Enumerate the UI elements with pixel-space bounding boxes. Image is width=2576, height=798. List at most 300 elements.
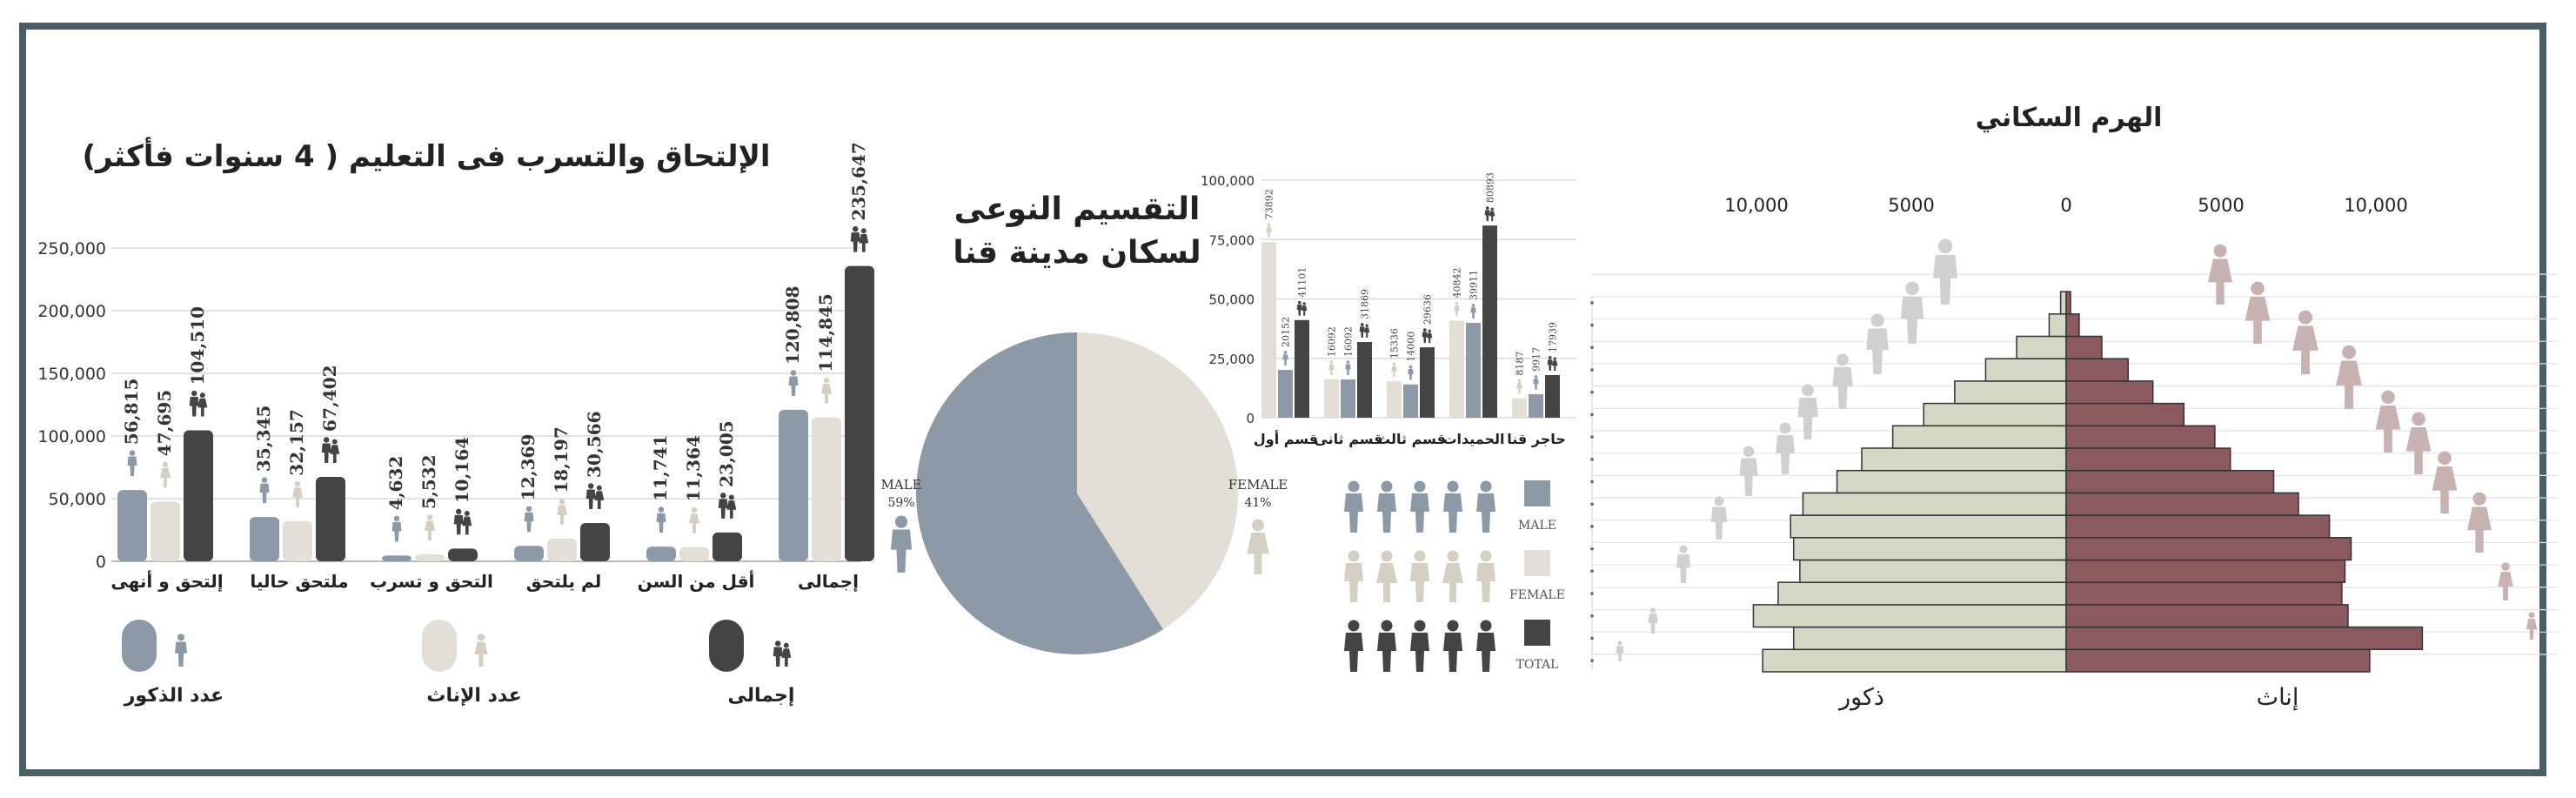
district-y-tick: 25,000 (1208, 351, 1255, 367)
legend-person-icon (1344, 620, 1363, 673)
pie-female-label: FEMALE (1228, 477, 1288, 493)
district-legend-swatch (1524, 620, 1550, 646)
pyramid-age-tick (1590, 570, 1594, 573)
district-bar-icon (1391, 362, 1397, 377)
pie-male-icon-head (895, 516, 907, 528)
legend-person-icon-body (1476, 633, 1495, 672)
legend-person-icon (1377, 481, 1396, 533)
legend-person-icon (1443, 620, 1462, 673)
male-life-stage-icon-head (1870, 314, 1883, 327)
male-life-stage-icon (1832, 354, 1852, 409)
pyramid-bar-female (2066, 515, 2330, 538)
pyramid-age-tick (1590, 458, 1594, 461)
district-bar-icon (1345, 360, 1350, 375)
male-life-stage-icon-body (1616, 646, 1624, 661)
enrollment-legend (122, 620, 794, 707)
male-life-stage-icon (1676, 545, 1690, 583)
y-tick-label: 250,000 (37, 239, 106, 258)
bar-total-icon-a-head (324, 437, 330, 443)
male-life-stage-icon-body (1776, 435, 1795, 474)
district-bar-female (1387, 381, 1402, 418)
legend-person-icon (1476, 481, 1495, 533)
pyramid-x-tick: 0 (2060, 195, 2072, 216)
bar-total-icon-b-head (597, 486, 602, 491)
bar-female-icon-head (163, 462, 169, 468)
pyramid-age-tick (1590, 637, 1594, 640)
population-pyramid (1590, 103, 2558, 711)
bar-total-icon-a-body (719, 499, 728, 519)
district-bar-icon-body (1328, 364, 1335, 375)
pie-male-pct: 59% (887, 496, 915, 510)
pyramid-age-tick (1590, 614, 1594, 618)
legend-person-icon-body (1443, 633, 1462, 672)
legend-label: عدد الذكور (124, 685, 224, 707)
pie-title-line: لسكان مدينة قنا (953, 235, 1201, 271)
district-value-label: 39911 (1468, 270, 1480, 301)
legend-icon-b-head (784, 643, 789, 648)
district-bar-icon (1533, 375, 1538, 390)
district-total-icon-b-body (1301, 305, 1307, 316)
legend-person-icon-body (1377, 633, 1396, 672)
legend-label: إجمالى (727, 685, 795, 707)
district-total-icon-b-body (1427, 332, 1432, 343)
x-category-label: إجمالى (798, 571, 859, 592)
district-total-icon-b (1489, 208, 1495, 222)
legend-person-icon (1410, 551, 1429, 603)
bar-male-icon-body (657, 513, 666, 533)
female-life-stage-icon-head (2438, 452, 2452, 466)
bar-value-label: 11,741 (650, 434, 671, 502)
district-bar-male (1403, 385, 1418, 418)
bar-female-icon-head (824, 378, 830, 384)
bar-female-icon-body (557, 505, 567, 525)
district-bar-total (1420, 347, 1435, 418)
district-bar-female (1261, 242, 1276, 418)
district-bar-icon (1266, 223, 1272, 238)
bar-female-icon-body (292, 487, 303, 507)
pyramid-age-tick (1590, 525, 1594, 528)
district-y-tick: 75,000 (1208, 232, 1255, 249)
male-life-stage-icon-body (1901, 297, 1924, 344)
bar-total-icon-b-head (332, 439, 338, 445)
legend-person-icon-head (1448, 481, 1459, 493)
bar-total-icon-a-body (322, 443, 331, 463)
bar-total-icon-a (586, 483, 596, 509)
female-life-stage-icon-head (2529, 612, 2535, 618)
legend-icon-b (781, 643, 791, 667)
legend-person-icon (1476, 551, 1495, 603)
district-total-icon-a-body (1360, 326, 1365, 338)
district-category-label: حاجر قنا (1507, 431, 1566, 447)
bar-male (117, 490, 147, 561)
legend-person-icon (1410, 481, 1429, 533)
pyramid-bar-male (1794, 538, 2066, 560)
legend-person-icon-head (1382, 481, 1393, 493)
district-total-icon-b-head (1366, 324, 1368, 326)
female-life-stage-icon (2467, 493, 2492, 553)
legend-person-icon-body (1410, 633, 1429, 672)
district-bar-male (1466, 323, 1481, 418)
pyramid-x-tick: 10,000 (1724, 195, 1789, 216)
male-life-stage-icon (1711, 496, 1727, 540)
bar-male-icon-head (394, 516, 400, 522)
bar-value-label: 67,402 (319, 365, 340, 432)
district-total-icon-b (1301, 302, 1307, 316)
district-bar-total (1357, 342, 1372, 418)
district-total-icon-a-head (1423, 328, 1427, 332)
district-total-icon-a-head (1549, 356, 1552, 359)
legend-person-icon-head (1415, 620, 1426, 632)
bar-total-icon-b-body (330, 445, 339, 463)
bar-value-label: 35,345 (253, 405, 274, 473)
legend-person-icon-head (1481, 551, 1492, 562)
male-life-stage-icon (1616, 640, 1624, 661)
male-life-stage-icon-head (1905, 282, 1919, 296)
bar-male-icon-head (130, 450, 136, 456)
enrollment-chart (37, 137, 874, 707)
pyramid-bar-female (2066, 314, 2079, 337)
bar-value-label: 23,005 (716, 420, 737, 487)
district-bar-total (1482, 225, 1497, 418)
bar-male-icon (128, 450, 137, 476)
district-category-label: قسم ثانى (1314, 431, 1383, 447)
district-bar-icon-body (1454, 305, 1460, 317)
district-total-icon-a-head (1361, 323, 1364, 326)
district-bar-icon-head (1535, 375, 1538, 379)
legend-person-icon-body (1410, 493, 1429, 533)
bar-male-icon-body (128, 457, 137, 477)
district-value-label: 40842 (1451, 267, 1463, 298)
female-life-stage-icon-body (2292, 326, 2318, 375)
district-legend-label: FEMALE (1509, 588, 1565, 602)
pyramid-bar-male (1800, 560, 2066, 583)
female-life-stage-icon (2245, 282, 2271, 344)
x-category-label: لم يلتحق (525, 571, 602, 592)
pyramid-bar-female (2066, 426, 2215, 448)
female-life-stage-icon-head (2472, 493, 2486, 506)
bar-total (316, 477, 345, 561)
district-total-icon-a-body (1485, 210, 1490, 221)
legend-person-icon-body (1443, 493, 1462, 533)
bar-total-icon-a-body (851, 232, 860, 252)
bar-value-label: 120,808 (782, 285, 803, 365)
pyramid-female-label: إناث (2256, 684, 2299, 711)
bar-male-icon-body (260, 484, 270, 504)
pyramid-age-tick (1590, 480, 1594, 484)
legend-icon-a (773, 640, 783, 667)
male-life-stage-icon-body (1866, 329, 1889, 375)
bar-total-icon-a (190, 391, 199, 417)
pyramid-bar-female (2066, 381, 2153, 404)
female-life-stage-icon (2526, 612, 2538, 640)
legend-person-icon-head (1415, 481, 1426, 493)
pyramid-bar-male (1753, 605, 2066, 627)
pyramid-bar-male (1794, 627, 2066, 650)
pyramid-x-tick: 5000 (1888, 195, 1935, 216)
legend-person-icon-head (1481, 481, 1492, 493)
bar-female-icon (821, 378, 832, 404)
pyramid-bar-female (2066, 493, 2298, 515)
bar-total-icon-b-body (859, 234, 868, 252)
bar-female-icon (425, 514, 435, 540)
district-total-icon-b (1427, 330, 1432, 344)
pyramid-age-tick (1590, 368, 1594, 372)
legend-person-icon-head (1348, 481, 1360, 493)
district-bar-icon (1328, 360, 1335, 375)
district-total-icon-b-head (1303, 302, 1306, 305)
bar-male (779, 410, 808, 561)
female-life-stage-icon-head (2213, 245, 2226, 258)
legend-person-icon-head (1448, 551, 1459, 562)
bar-value-label: 4,632 (385, 455, 406, 511)
bar-male (382, 555, 411, 561)
district-total-icon-a (1422, 328, 1428, 343)
pyramid-bar-female (2066, 627, 2422, 650)
district-bar-female (1449, 321, 1464, 418)
district-legend-label: MALE (1518, 519, 1556, 533)
bar-total-icon-a (454, 509, 464, 535)
pyramid-bar-female (2066, 560, 2345, 583)
district-value-label: 8187 (1514, 351, 1526, 376)
bar-male (514, 546, 544, 561)
district-value-label: 16092 (1342, 326, 1355, 358)
legend-icon-head (177, 634, 184, 640)
pie-male-icon (891, 516, 912, 573)
female-life-stage-icon (2498, 562, 2513, 600)
district-bar-icon-body (1408, 369, 1413, 380)
bar-female (415, 554, 445, 561)
district-total-icon-b-body (1364, 327, 1369, 338)
pie-female-icon (1247, 520, 1269, 574)
x-category-label: أقل من السن (637, 571, 755, 592)
pyramid-bar-female (2066, 605, 2348, 627)
bar-value-label: 12,369 (518, 433, 539, 501)
bar-male-icon-body (789, 377, 799, 397)
pyramid-bar-male (1763, 649, 2066, 672)
bar-total (184, 431, 213, 561)
pyramid-age-tick (1590, 413, 1594, 417)
male-life-stage-icon (1649, 607, 1658, 634)
bar-total (713, 533, 742, 561)
district-bar-icon (1408, 365, 1413, 380)
bar-value-label: 32,157 (286, 409, 307, 476)
pyramid-bar-male (2049, 314, 2066, 337)
pie-female-icon-body (1247, 533, 1269, 574)
female-life-stage-icon-body (2432, 466, 2458, 513)
bar-total-icon-b-head (465, 511, 470, 516)
district-bar-icon-head (1409, 365, 1413, 369)
bar-value-label: 47,695 (154, 389, 175, 457)
district-total-icon-a (1297, 301, 1302, 316)
district-bar-icon-body (1391, 365, 1397, 377)
bar-value-label: 10,164 (452, 436, 472, 504)
legend-icon (474, 634, 487, 667)
male-life-stage-icon (1866, 314, 1889, 374)
bar-female-icon-head (295, 481, 301, 487)
pie-female-pct: 41% (1244, 496, 1272, 510)
bar-male-icon-head (659, 506, 665, 513)
x-category-label: التحق و تسرب (370, 571, 493, 592)
male-life-stage-icon-head (1837, 354, 1849, 366)
legend-person-icon (1344, 481, 1363, 533)
female-life-stage-icon-body (2526, 619, 2538, 640)
district-bar-icon-head (1347, 360, 1350, 364)
y-tick-label: 150,000 (37, 365, 106, 384)
district-total-icon-b (1552, 358, 1557, 372)
district-bar-icon-head (1284, 351, 1288, 354)
female-life-stage-icon-head (2298, 311, 2312, 325)
legend-person-icon-head (1348, 551, 1360, 562)
female-life-stage-icon-body (2208, 259, 2232, 305)
district-category-label: قسم أول (1253, 431, 1319, 447)
female-life-stage-icon-head (2501, 562, 2510, 571)
bar-female-icon (160, 462, 171, 488)
legend-label: عدد الإناث (426, 685, 522, 707)
pyramid-bar-female (2066, 582, 2342, 605)
bar-total-icon-a-head (456, 509, 462, 515)
district-y-tick: 50,000 (1208, 292, 1255, 308)
male-life-stage-icon-body (1676, 554, 1690, 583)
bar-female-icon (689, 507, 699, 533)
legend-person-icon (1376, 551, 1397, 603)
bar-female (283, 521, 312, 561)
bar-female-icon-body (425, 521, 435, 541)
bar-male-icon (657, 506, 666, 533)
bar-total-icon-a (719, 493, 728, 519)
district-bar-female (1324, 379, 1339, 418)
legend-person-icon-body (1344, 563, 1363, 602)
female-life-stage-icon-body (2376, 406, 2401, 453)
male-life-stage-icon-body (1797, 398, 1817, 439)
bar-total-icon-a-body (454, 515, 464, 535)
legend-person-icon-body (1410, 563, 1429, 602)
legend-person-icon (1410, 620, 1429, 673)
bar-female (679, 547, 709, 561)
male-life-stage-icon-head (1938, 239, 1952, 253)
bar-female-icon-head (559, 499, 565, 505)
pyramid-title: الهرم السكاني (1975, 103, 2163, 133)
district-bar-male (1341, 379, 1355, 418)
district-bar-total (1545, 375, 1560, 418)
female-life-stage-icon (2432, 452, 2458, 513)
legend-person-icon (1443, 481, 1462, 533)
pyramid-bar-female (2066, 649, 2370, 672)
legend-person-icon-body (1476, 493, 1495, 533)
district-legend-swatch (1524, 480, 1550, 506)
district-bar-total (1295, 320, 1309, 418)
district-value-label: 20152 (1280, 316, 1292, 347)
pie-title-line: التقسيم النوعى (953, 191, 1201, 227)
legend-person-icon-body (1476, 563, 1495, 602)
legend-icon-head (478, 634, 485, 640)
bar-total-icon-b (197, 392, 207, 416)
district-value-label: 73892 (1263, 189, 1275, 220)
pyramid-age-tick (1590, 301, 1594, 305)
bar-total (448, 548, 478, 561)
bar-value-label: 30,566 (584, 411, 605, 478)
district-bar-icon-body (1516, 383, 1522, 394)
district-bar-male (1278, 370, 1293, 418)
district-value-label: 41101 (1296, 266, 1308, 298)
bar-female (151, 501, 180, 561)
pyramid-x-tick: 10,000 (2344, 195, 2408, 216)
pyramid-bar-male (1790, 515, 2066, 538)
bar-male-icon-body (525, 513, 534, 533)
district-total-icon-b-body (1489, 211, 1495, 221)
bar-value-label: 114,845 (815, 293, 836, 372)
pyramid-bar-female (2066, 471, 2274, 493)
bar-female-icon-head (427, 514, 433, 520)
bar-total-icon-b-body (197, 399, 207, 417)
pyramid-bar-male (2061, 292, 2066, 314)
legend-person-icon-body (1377, 493, 1396, 533)
female-life-stage-icon-head (2381, 391, 2395, 405)
bar-male (646, 547, 676, 561)
district-total-icon-b-head (1429, 330, 1431, 332)
pie-male-label: MALE (880, 477, 922, 493)
pyramid-bar-female (2066, 292, 2071, 314)
bar-male-icon-body (392, 522, 402, 542)
bar-total-icon-a (322, 437, 331, 463)
district-total-icon-a (1360, 323, 1365, 338)
female-life-stage-icon-head (2342, 345, 2356, 359)
bar-value-label: 18,197 (551, 426, 572, 493)
male-life-stage-icon-head (1780, 423, 1791, 434)
pyramid-bar-female (2066, 448, 2231, 471)
district-bar-icon (1470, 304, 1475, 319)
district-total-icon-a-body (1548, 359, 1553, 371)
bar-female-icon-body (160, 468, 171, 488)
legend-person-icon-body (1344, 633, 1363, 672)
district-y-tick: 100,000 (1200, 173, 1255, 189)
pyramid-bar-male (1955, 381, 2066, 404)
district-legend (1344, 480, 1565, 672)
bar-total-icon-a-head (720, 493, 726, 499)
district-total-icon-a-body (1422, 332, 1428, 343)
male-life-stage-icon-head (1743, 446, 1755, 457)
pyramid-bar-male (1862, 448, 2066, 471)
bar-male-icon-head (791, 370, 797, 376)
y-tick-label: 100,000 (37, 427, 106, 446)
district-bar-icon-head (1518, 379, 1522, 383)
male-life-stage-icon-head (1679, 545, 1688, 553)
district-category-label: قسم ثالث (1376, 431, 1446, 447)
bar-total-icon-b (594, 486, 604, 509)
female-life-stage-icon-head (2412, 412, 2425, 426)
bar-total-icon-b-body (462, 517, 472, 535)
bar-female (547, 539, 577, 561)
bar-male-icon (525, 506, 534, 532)
enrollment-chart-title: الإلتحاق والتسرب فى التعليم ( 4 سنوات فأكثر) (82, 139, 771, 174)
female-life-stage-icon (2406, 412, 2432, 474)
x-category-label: إلتحق و أنهى (110, 571, 224, 592)
bar-value-label: 56,815 (121, 378, 142, 446)
female-life-stage-icon-body (2498, 572, 2513, 600)
pie-female-icon-head (1252, 520, 1264, 532)
male-life-stage-icon-body (1933, 255, 1957, 305)
legend-icon (175, 634, 187, 667)
district-total-icon-a-body (1297, 305, 1302, 316)
legend-person-icon (1476, 620, 1495, 673)
y-tick-label: 50,000 (48, 490, 106, 509)
x-category-label: ملتحق حاليا (250, 571, 349, 592)
female-life-stage-icon (2208, 245, 2232, 305)
pyramid-bar-male (1924, 404, 2066, 426)
pyramid-bar-female (2066, 538, 2352, 560)
legend-person-icon (1442, 551, 1463, 603)
legend-swatch (122, 620, 157, 672)
female-life-stage-icon (2376, 391, 2401, 453)
